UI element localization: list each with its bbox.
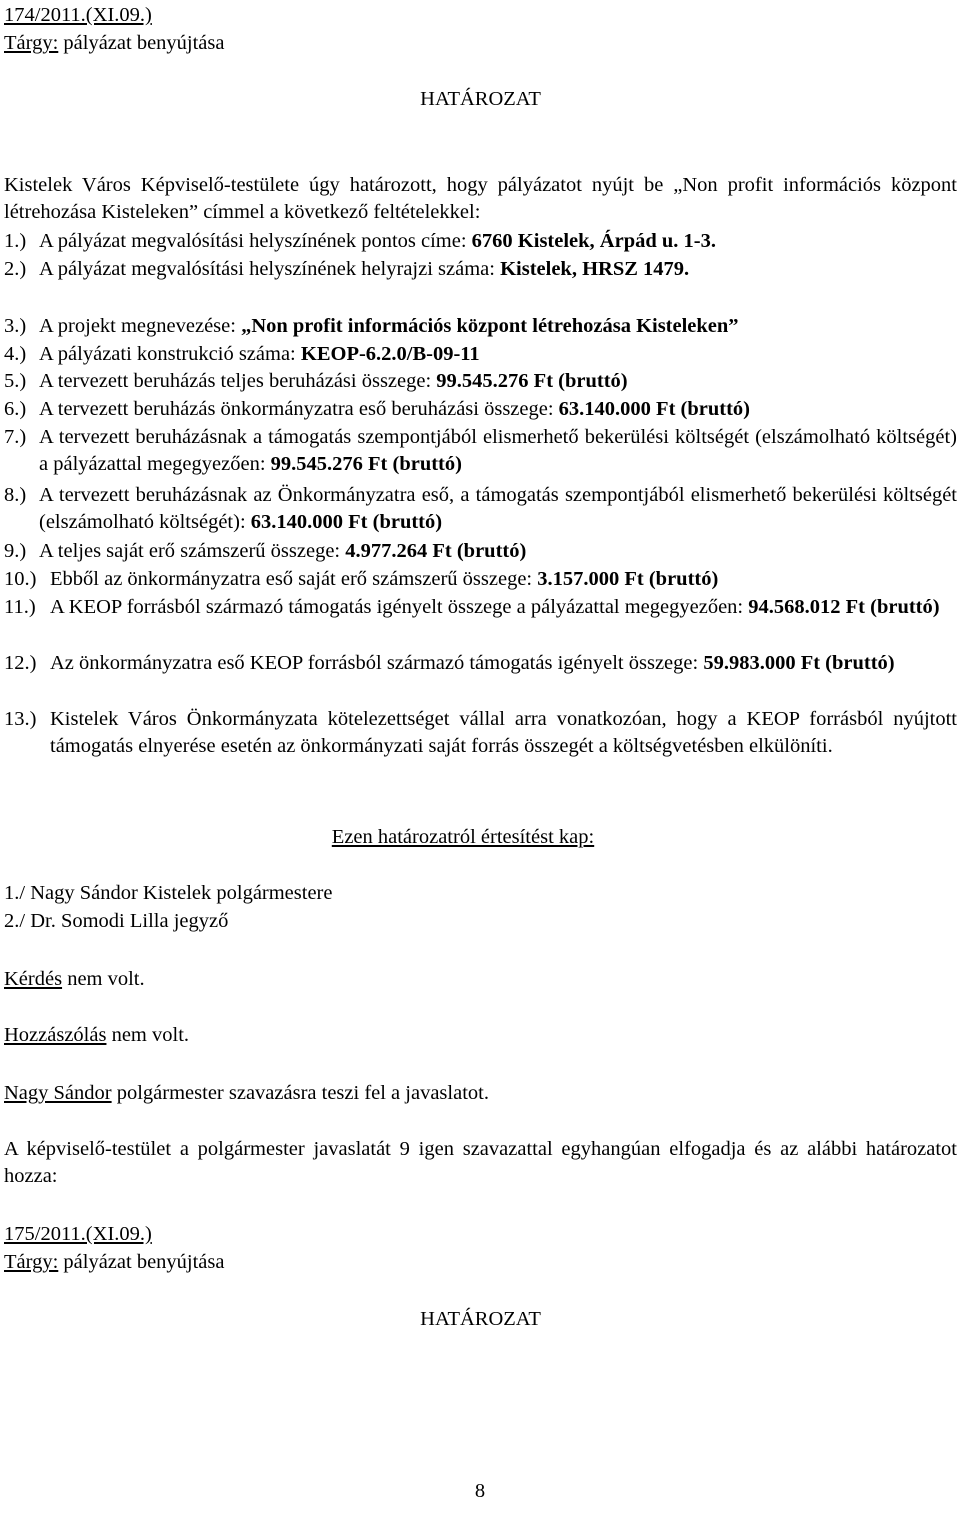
list-item-value: 3.157.000 Ft (bruttó) [537, 568, 719, 590]
subject-label: Tárgy: [4, 32, 59, 54]
list-item-value: KEOP-6.2.0/B-09-11 [300, 343, 480, 365]
list-item-label: A KEOP forrásból származó támogatás igényelt összege a pályázattal megegyezően: [50, 596, 749, 618]
comments-text: nem volt. [106, 1024, 190, 1046]
questions-text: nem volt. [62, 968, 145, 990]
list-item-number: 8.) [4, 484, 27, 506]
list-item-text [50, 650, 957, 677]
list-item-number: 9.) [4, 540, 27, 562]
list-item-label: A tervezett beruházás teljes beruházási összege: [39, 370, 437, 392]
recipient-1: 1./ Nagy Sándor Kistelek polgármestere [4, 882, 333, 904]
decision2-subject-line [4, 1249, 224, 1276]
list-item-value: 99.545.276 Ft (bruttó) [270, 453, 462, 475]
list-item-text [39, 396, 957, 423]
page-number: 8 [474, 1480, 486, 1502]
list-item-label: A pályázat megvalósítási helyszínének helyrajzi száma: [39, 258, 501, 280]
list-item-text [39, 424, 957, 478]
list-item-text [50, 706, 957, 760]
decision2-subject-label: Tárgy: [4, 1251, 59, 1273]
list-item-value: 63.140.000 Ft (bruttó) [558, 398, 750, 420]
list-item-value: 63.140.000 Ft (bruttó) [250, 511, 443, 533]
list-item-text [50, 594, 957, 621]
subject-text: pályázat benyújtása [58, 32, 225, 54]
list-item-text [39, 341, 957, 368]
vote-call-text: polgármester szavazásra teszi fel a javaslatot. [111, 1082, 489, 1104]
list-item-number: 7.) [4, 426, 27, 448]
list-item-value: 99.545.276 Ft (bruttó) [436, 370, 628, 392]
list-item-label: A tervezett beruházásnak a támogatás szempontjából elismerhető bekerülési költségét (elszámolható költségét) a pályázattal megegyezően: [39, 426, 957, 475]
list-item-text [39, 228, 957, 255]
list-item-text [39, 313, 957, 340]
comments-line [4, 1022, 189, 1049]
list-item-text [39, 368, 957, 395]
list-item-label: Ebből az önkormányzatra eső saját erő számszerű összege: [50, 568, 538, 590]
decision2-subject-text: pályázat benyújtása [58, 1251, 225, 1273]
recipient-2: 2./ Dr. Somodi Lilla jegyző [4, 910, 229, 932]
list-item-value: „Non profit információs központ létrehozása Kisteleken” [241, 315, 739, 337]
list-item-label: A pályázati konstrukció száma: [39, 343, 301, 365]
decision-heading: HATÁROZAT [420, 88, 541, 110]
list-item-number: 5.) [4, 370, 27, 392]
list-item-text [50, 566, 957, 593]
list-item-value: 4.977.264 Ft (bruttó) [345, 540, 527, 562]
list-item-value: 59.983.000 Ft (bruttó) [703, 652, 895, 674]
vote-result: A képviselő-testület a polgármester javaslatát 9 igen szavazattal egyhangúan elfogadja és az alábbi határozatot hozza: [4, 1138, 957, 1187]
list-item-number: 2.) [4, 258, 27, 280]
list-item-text [39, 256, 957, 283]
decision-intro: Kistelek Város Képviselő-testülete úgy határozott, hogy pályázatot nyújt be „Non profit információs központ létrehozása Kisteleken” címmel a következő feltételekkel: [4, 174, 957, 223]
list-item-number: 1.) [4, 230, 27, 252]
list-item-text [39, 538, 957, 565]
notify-heading: Ezen határozatról értesítést kap: [331, 826, 595, 848]
subject-line [4, 30, 224, 57]
list-item-number: 4.) [4, 343, 27, 365]
vote-call-line [4, 1080, 489, 1107]
list-item-label: Az önkormányzatra eső KEOP forrásból származó támogatás igényelt összege: [50, 652, 704, 674]
list-item-number: 6.) [4, 398, 27, 420]
comments-label: Hozzászólás [4, 1024, 107, 1046]
list-item-value: Kistelek, HRSZ 1479. [500, 258, 690, 280]
list-item-label: A projekt megnevezése: [39, 315, 242, 337]
list-item-number: 10.) [4, 568, 37, 590]
list-item-number: 13.) [4, 708, 37, 730]
list-item-number: 12.) [4, 652, 37, 674]
list-item-number: 11.) [4, 596, 36, 618]
list-item-label: A teljes saját erő számszerű összege: [39, 540, 346, 562]
list-item-number: 3.) [4, 315, 27, 337]
decision2-ref: 175/2011.(XI.09.) [4, 1223, 152, 1245]
questions-label: Kérdés [4, 968, 63, 990]
vote-call-label: Nagy Sándor [4, 1082, 112, 1104]
decision-ref: 174/2011.(XI.09.) [4, 4, 152, 26]
list-item-label: A tervezett beruházásnak az Önkormányzatra eső, a támogatás szempontjából elismerhető bekerülési költségét (elszámolható költségét): [39, 484, 957, 533]
list-item-label: A pályázat megvalósítási helyszínének pontos címe: [39, 230, 472, 252]
list-item-label: Kistelek Város Önkormányzata kötelezettséget vállal arra vonatkozóan, hogy a KEOP forrásból nyújtott támogatás elnyerése esetén az önkormányzati saját forrás összegét a költségvetésben elkülöníti. [50, 708, 957, 757]
list-item-value: 6760 Kistelek, Árpád u. 1-3. [471, 230, 716, 252]
questions-line [4, 966, 145, 993]
list-item-value: 94.568.012 Ft (bruttó) [748, 596, 940, 618]
list-item-label: A tervezett beruházás önkormányzatra eső beruházási összege: [39, 398, 559, 420]
list-item-text [39, 482, 957, 536]
decision2-heading: HATÁROZAT [420, 1308, 541, 1330]
